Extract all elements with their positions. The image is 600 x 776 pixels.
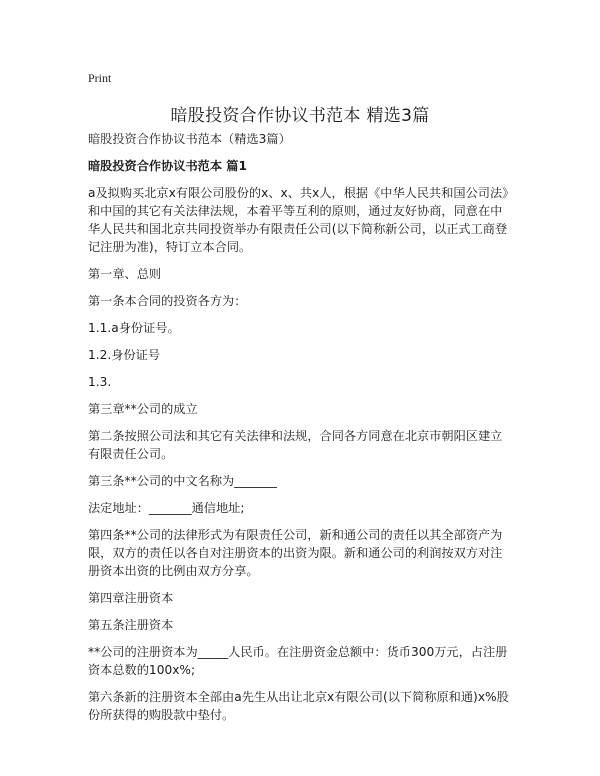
paragraph-item-1-1: 1.1.a身份证号。 — [88, 321, 180, 335]
paragraph-article-1: 第一条本合同的投资各方为： — [88, 294, 247, 308]
paragraph-intro: a及拟购买北京x有限公司股份的x、x、共x人，根据《中华人民共和国公司法》和中国的其它有关法律法规，本着平等互利的原则，通过友好协商，同意在中华人民共和国北京共同投资举办有限责任公司(以下简称新公司，以正式工商登记注册为准)，特订立本合同。 — [88, 186, 509, 254]
paragraph-article-2: 第二条按照公司法和其它有关法律和法规，合同各方同意在北京市朝阳区建立有限责任公司。 — [88, 429, 503, 461]
paragraph-article-5: 第五条注册资本 — [88, 618, 174, 632]
paragraph-capital: **公司的注册资本为_____人民币。在注册资金总额中：货币300万元，占注册资本总数的100x%; — [88, 645, 508, 677]
print-label[interactable]: Print — [88, 71, 112, 85]
paragraph-chapter-3: 第三章**公司的成立 — [88, 402, 198, 416]
document-body — [88, 130, 513, 733]
section-heading: 暗股投资合作协议书范本 篇1 — [88, 159, 247, 173]
paragraph-address: 法定地址：_______通信地址; — [88, 501, 245, 515]
document-subtitle: 暗股投资合作协议书范本（精选3篇） — [88, 132, 291, 146]
paragraph-article-3: 第三条**公司的中文名称为_______ — [88, 474, 277, 488]
paragraph-chapter-4: 第四章注册资本 — [88, 591, 174, 605]
paragraph-item-1-3: 1.3. — [88, 375, 112, 389]
paragraph-item-1-2: 1.2.身份证号 — [88, 348, 161, 362]
paragraph-article-4: 第四条**公司的法律形式为有限责任公司，新和通公司的责任以其全部资产为限，双方的责任以各自对注册资本的出资为限。新和通公司的利润按双方对注册资本出资的比例由双方分享。 — [88, 528, 503, 578]
document-title: 暗股投资合作协议书范本 精选3篇 — [170, 106, 430, 126]
paragraph-article-6: 第六条新的注册资本全部由a先生从出让北京x有限公司(以下简称原和通)x%股份所获得的购股款中垫付。 — [88, 690, 509, 722]
paragraph-chapter-1: 第一章、总则 — [88, 267, 162, 281]
